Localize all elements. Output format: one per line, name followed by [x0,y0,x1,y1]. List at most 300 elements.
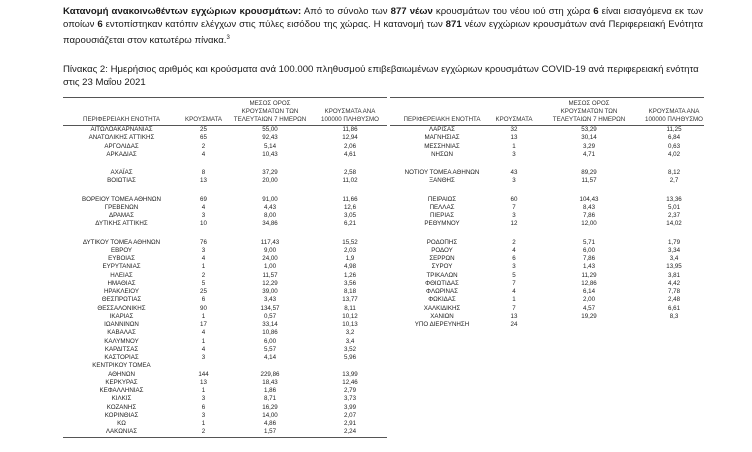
table-row [390,272,704,280]
table-row [63,151,387,159]
table-row [390,220,704,228]
cell-region: ΛΑΚΩΝΙΑΣ [105,428,138,436]
table-row [63,346,387,354]
cell-per100k: 3,4 [669,255,679,262]
cell-region: ΕΥΒΟΙΑΣ [108,255,135,262]
cell-region: ΜΑΓΝΗΣΙΑΣ [424,134,460,142]
cell-per100k: 3,4 [345,337,355,345]
cell-region: ΛΑΡΙΣΑΣ [429,126,455,133]
cell-region: ΣΕΡΡΩΝ [429,255,455,262]
cell-cases: 1 [201,420,206,427]
table-right [390,97,704,329]
cell-region: ΑΧΑΪΑΣ [110,169,133,176]
table-row [390,134,704,142]
table-row [390,204,704,212]
cell-avg: 11,57 [581,177,597,185]
cell-region: ΙΚΑΡΙΑΣ [109,312,134,320]
cell-avg: 14,00 [262,411,278,419]
cell-avg: 37,29 [262,169,278,176]
cell-avg: 0,57 [263,312,277,320]
table-row [390,212,704,220]
cell-per100k: 5,01 [667,203,681,211]
cell-cases: 1 [201,337,206,345]
cell-cases: 4 [201,329,206,337]
cell-region: ΚΕΦΑΛΛΗΝΙΑΣ [99,387,144,394]
table-spacer-row [63,229,387,239]
table-row [63,143,387,151]
cell-cases: 7 [512,203,516,211]
cell-cases: 3 [512,212,516,219]
cell-cases: 5 [201,279,206,287]
table-row [63,428,387,436]
cell-cases: 1 [201,387,206,394]
cell-avg: 11,57 [262,271,278,279]
cell-cases: 1 [201,263,206,271]
table-row [63,247,387,255]
table-row [63,321,387,329]
cell-avg: 10,43 [262,150,278,158]
cell-per100k: 1,9 [345,255,355,262]
cell-region: ΦΛΩΡΙΝΑΣ [426,288,458,295]
table-row [63,196,387,204]
cell-cases: 10 [200,220,207,228]
cell-avg: 91,00 [262,195,278,203]
cell-cases: 4 [201,345,206,353]
table-row [390,196,704,204]
table-spacer-row [390,159,704,169]
cell-cases: 65 [200,134,207,142]
table-row [390,313,704,321]
table-row [390,255,704,263]
cell-cases: 1 [201,312,206,320]
intro-text: Από το σύνολο των [301,6,391,17]
cell-cases: 4 [512,246,516,254]
cell-per100k: 2,7 [669,177,679,185]
table-row [63,220,387,228]
cell-per100k: 13,36 [666,195,682,203]
cell-region: ΣΥΡΟΥ [431,263,453,271]
intro-text: νέων εγχώριων κρουσμάτων ανά Περιφερειακή Ενότητα παρουσιάζεται στον κατωτέρω πίνακα. [63,19,703,46]
cell-region: ΙΩΑΝΝΙΝΩΝ [104,321,139,328]
cell-region: ΔΥΤΙΚΗΣ ΑΤΤΙΚΗΣ [95,220,148,228]
intro-bold: 6 [97,19,103,31]
cell-per100k: 3,99 [343,403,357,411]
header-per-line: ΚΡΟΥΣΜΑΤΑ ΑΝΑ [324,108,376,115]
cell-region: ΝΟΤΙΟΥ ΤΟΜΕΑ ΑΘΗΝΩΝ [404,169,480,176]
table-row [390,288,704,296]
cell-per100k: 12,46 [342,378,358,386]
cell-cases: 4 [512,288,516,295]
cell-region: ΔΡΑΜΑΣ [108,212,135,219]
cell-per100k: 1,26 [343,271,357,279]
table-row [63,313,387,321]
cell-cases: 25 [200,288,207,295]
cell-region: ΑΙΤΩΛΟΑΚΑΡΝΑΝΙΑΣ [90,126,153,133]
cell-avg: 1,00 [263,263,277,271]
table-row [63,354,387,362]
cell-cases: 1 [512,296,516,304]
table-row [63,212,387,220]
cell-avg: 12,29 [262,279,278,287]
cell-avg [534,321,644,329]
cell-avg: 5,71 [582,238,596,246]
cell-region: ΚΕΝΤΡΙΚΟΥ ΤΟΜΕΑ [92,362,151,370]
cell-per100k: 2,07 [343,411,357,419]
cell-cases: 144 [198,370,209,378]
cell-per100k: 11,25 [666,126,682,133]
cell-region: ΘΕΣΠΡΩΤΙΑΣ [101,296,142,304]
cell-per100k: 3,05 [343,212,357,219]
header-cases: ΚΡΟΥΣΜΑΤΑ [495,116,533,123]
cell-per100k: 4,02 [667,150,681,158]
cell-per100k: 3,2 [345,329,355,337]
footnote-marker[interactable]: 3 [226,34,230,41]
cell-cases: 4 [201,203,206,211]
cell-region: ΗΛΕΙΑΣ [110,271,133,279]
table-row [390,126,704,134]
cell-avg: 53,29 [581,126,597,133]
cell-avg: 1,57 [263,428,277,436]
cell-per100k [644,321,704,329]
cell-per100k: 12,94 [342,134,358,142]
cell-cases: 3 [201,411,206,419]
header-avg [227,100,313,125]
cell-region: ΦΩΚΙΔΑΣ [428,296,456,304]
intro-text: είναι εισαγόμενα εκ των οποίων [63,6,704,31]
table-row [390,247,704,255]
cell-per100k: 2,58 [343,169,357,176]
cell-region: ΚΟΖΑΝΗΣ [106,403,137,411]
cell-cases [180,362,227,370]
cell-avg: 12,00 [581,220,597,228]
cell-cases: 13 [510,134,518,142]
cell-region: ΒΟΡΕΙΟΥ ΤΟΜΕΑ ΑΘΗΝΩΝ [82,195,161,203]
table-row [63,239,387,247]
cell-per100k: 2,03 [343,246,357,254]
table-row [63,126,387,134]
cell-cases: 3 [201,395,206,403]
cell-region: ΧΑΛΚΙΔΙΚΗΣ [423,304,461,312]
cell-avg: 8,43 [582,203,596,211]
table-spacer-row [390,186,704,196]
cell-cases: 3 [201,212,206,219]
cell-per100k: 4,42 [667,279,681,287]
cell-avg: 5,57 [263,345,277,353]
cell-avg: 117,43 [260,238,280,246]
table-spacer-row [390,229,704,239]
cell-region: ΚΑΡΔΙΤΣΑΣ [104,345,139,353]
cell-per100k: 4,61 [343,150,357,158]
cell-region: ΑΡΓΟΛΙΔΑΣ [104,142,139,150]
table-row [63,362,387,370]
table-row [63,338,387,346]
cell-per100k: 1,79 [667,238,681,246]
table-row [390,263,704,271]
cell-avg: 55,00 [262,126,278,133]
cell-cases: 1 [512,142,516,150]
cell-avg: 9,00 [263,246,277,254]
table-row [390,296,704,304]
cell-per100k: 13,99 [342,370,358,378]
header-avg-line: ΜΕΣΟΣ ΟΡΟΣ [249,100,291,107]
header-region: ΠΕΡΙΦΕΡΕΙΑΚΗ ΕΝΟΤΗΤΑ [82,116,161,123]
table-row [390,169,704,177]
cell-per100k: 6,21 [343,220,357,228]
cell-per100k: 13,77 [342,296,358,304]
cell-avg: 4,14 [263,354,277,361]
cell-per100k: 11,86 [342,126,358,133]
cell-cases: 43 [510,169,518,176]
table-row [390,305,704,313]
cell-region: ΡΕΘΥΜΝΟΥ [424,220,460,228]
cell-region: ΦΘΙΩΤΙΔΑΣ [425,279,459,287]
cell-cases: 32 [510,126,518,133]
cell-avg: 2,00 [582,296,596,304]
cell-cases: 2 [201,271,206,279]
cell-cases: 17 [200,321,207,328]
table-row [390,321,704,329]
cell-avg: 11,29 [581,271,597,279]
cell-avg: 229,86 [260,370,280,378]
intro-bold: 871 [445,19,462,31]
table-row [63,255,387,263]
cell-region: ΠΕΛΛΑΣ [429,203,455,211]
cell-cases: 3 [201,354,206,361]
cell-cases: 7 [512,279,516,287]
cell-cases: 2 [201,142,206,150]
cell-cases: 90 [200,304,207,312]
cell-cases: 3 [512,150,516,158]
cell-region: ΔΥΤΙΚΟΥ ΤΟΜΕΑ ΑΘΗΝΩΝ [82,238,161,246]
header-per-line: ΚΡΟΥΣΜΑΤΑ ΑΝΑ [648,108,700,115]
table-header [63,98,387,126]
cell-per100k: 8,18 [343,288,357,295]
cell-per100k: 4,98 [343,263,357,271]
header-avg [534,100,644,125]
cell-avg: 20,00 [262,177,278,185]
cell-per100k: 3,34 [667,246,681,254]
cell-per100k: 3,56 [343,279,357,287]
intro-text: κρουσμάτων του νέου ιού στη χώρα [432,6,594,17]
cell-cases: 25 [200,126,207,133]
cell-avg: 6,14 [582,288,596,295]
cell-avg: 4,86 [263,420,277,427]
cell-region: ΥΠΟ ΔΙΕΡΕΥΝΗΣΗ [414,321,470,328]
cell-avg: 19,29 [581,312,597,320]
cell-cases: 13 [510,312,518,320]
table-row [390,239,704,247]
table-row [63,305,387,313]
cell-avg: 89,29 [581,169,597,176]
cell-per100k: 12,6 [343,203,357,211]
cell-avg: 4,43 [263,203,277,211]
cell-avg: 7,86 [582,255,596,262]
cell-region: ΚΑΛΥΜΝΟΥ [104,337,139,345]
cell-per100k: 8,11 [344,304,356,312]
cell-avg: 4,71 [582,150,596,158]
cell-region: ΚΟΡΙΝΘΙΑΣ [104,411,139,419]
cell-region: ΗΜΑΘΙΑΣ [107,279,136,287]
cell-per100k: 0,63 [667,142,681,150]
cell-per100k: 6,84 [667,134,681,142]
table-row [63,134,387,142]
cell-avg: 12,86 [581,279,597,287]
cell-cases: 8 [201,169,206,176]
cell-cases: 6 [201,296,206,304]
cell-cases: 13 [200,177,207,185]
cell-region: ΡΟΔΟΥ [431,246,453,254]
cell-region: ΧΑΝΙΩΝ [430,312,454,320]
cell-per100k: 10,12 [342,312,358,320]
table-row [390,151,704,159]
cell-cases: 2 [201,428,206,436]
cell-avg: 33,14 [262,321,278,328]
cell-per100k: 2,48 [667,296,681,304]
cell-region: ΚΩ [117,420,126,427]
cell-region: ΡΟΔΟΠΗΣ [426,238,458,246]
cell-cases: 2 [512,238,516,246]
cell-avg: 3,29 [582,142,596,150]
header-avg-line: ΤΕΛΕΥΤΑΙΩΝ 7 ΗΜΕΡΩΝ [233,116,307,123]
cell-avg: 1,86 [263,387,277,394]
table-row [390,177,704,185]
intro-bold: 6 [593,6,599,17]
cell-per100k: 2,91 [343,420,357,427]
cell-avg: 1,43 [582,263,596,271]
table-row [63,371,387,379]
cell-region: ΚΑΣΤΟΡΙΑΣ [104,354,139,361]
cell-region: ΞΑΝΘΗΣ [429,177,455,185]
cell-cases: 7 [512,304,516,312]
intro-bold: 877 νέων [390,6,433,17]
cell-cases: 4 [201,150,206,158]
cell-per100k: 2,37 [667,212,681,219]
table-row [63,412,387,420]
table-row [63,204,387,212]
cell-avg: 18,43 [262,378,278,386]
header-per-line: 100000 ΠΛΗΘΥΣΜΟ [321,116,379,123]
cell-avg: 8,00 [263,212,277,219]
cell-avg: 3,43 [263,296,277,304]
header-avg-line: ΚΡΟΥΣΜΑΤΩΝ ΤΩΝ [560,108,618,115]
cell-per100k: 11,66 [342,195,358,203]
cell-avg: 39,00 [262,288,278,295]
table-spacer-row [63,159,387,169]
cell-per100k: 11,02 [342,177,358,185]
cell-region: ΑΝΑΤΟΛΙΚΗΣ ΑΤΤΙΚΗΣ [88,134,155,142]
cell-region: ΑΘΗΝΩΝ [108,370,135,378]
cell-per100k: 7,78 [667,288,681,295]
cell-region: ΒΟΙΩΤΙΑΣ [107,177,136,185]
cell-region: ΝΗΣΩΝ [431,150,453,158]
cell-avg: 104,43 [579,195,599,203]
table-row [63,296,387,304]
cell-cases: 4 [201,255,206,262]
cell-avg: 24,00 [262,255,278,262]
cell-per100k: 2,24 [343,428,357,436]
cell-region: ΠΕΙΡΑΙΩΣ [427,195,457,203]
cell-region: ΜΕΣΣΗΝΙΑΣ [424,142,460,150]
cell-per100k: 6,61 [667,304,681,312]
cell-cases: 3 [201,246,206,254]
cell-region: ΚΕΡΚΥΡΑΣ [105,378,138,386]
cell-cases: 6 [512,255,516,262]
cell-per100k: 13,95 [666,263,682,271]
table-body [63,126,387,438]
cell-region: ΚΙΛΚΙΣ [111,395,132,403]
cell-cases: 12 [510,220,518,228]
cell-region: ΓΡΕΒΕΝΩΝ [104,203,139,211]
cell-region: ΗΡΑΚΛΕΙΟΥ [103,288,140,295]
cell-per100k: 8,3 [669,312,679,320]
cell-avg: 7,86 [582,212,596,219]
table-row [390,143,704,151]
table-row [63,288,387,296]
table-row [63,263,387,271]
table-row [63,395,387,403]
table-row [63,272,387,280]
cell-per100k: 3,52 [343,345,357,353]
cell-region: ΘΕΣΣΑΛΟΝΙΚΗΣ [97,304,146,312]
cell-avg: 4,57 [582,304,596,312]
cell-region: ΠΙΕΡΙΑΣ [429,212,455,219]
header-avg-line: ΜΕΣΟΣ ΟΡΟΣ [568,100,610,107]
cell-region: ΤΡΙΚΑΛΩΝ [426,271,458,279]
header-region: ΠΕΡΙΦΕΡΕΙΑΚΗ ΕΝΟΤΗΤΑ [403,116,481,123]
cell-avg: 5,14 [263,142,277,150]
cell-cases: 76 [200,238,207,246]
cell-per100k [313,362,387,370]
table-row [63,169,387,177]
cell-avg [227,362,313,370]
cell-region: ΕΒΡΟΥ [110,246,133,254]
header-avg-line: ΤΕΛΕΥΤΑΙΩΝ 7 ΗΜΕΡΩΝ [552,116,626,123]
table-row [63,177,387,185]
cell-per100k: 14,02 [666,220,682,228]
cell-per100k: 15,52 [342,238,358,246]
cell-avg: 8,71 [263,395,277,403]
cell-avg: 16,29 [262,403,278,411]
cell-per100k: 3,73 [343,395,357,403]
cell-per100k: 2,06 [343,142,357,150]
table-spacer-row [63,186,387,196]
cell-cases: 13 [200,378,207,386]
intro-paragraph [63,5,703,47]
cell-region: ΑΡΚΑΔΙΑΣ [106,150,137,158]
cell-per100k: 5,96 [343,354,357,361]
cell-region: ΕΥΡΥΤΑΝΙΑΣ [102,263,141,271]
header-avg-line: ΚΡΟΥΣΜΑΤΩΝ ΤΩΝ [241,108,299,115]
cell-cases: 3 [512,263,516,271]
cell-avg: 92,43 [262,134,278,142]
cell-avg: 10,86 [262,329,278,337]
cell-cases: 24 [510,321,518,328]
header-per100k [313,108,387,125]
table-row [63,329,387,337]
cell-avg: 34,86 [262,220,278,228]
table-body [390,126,704,329]
cell-per100k: 3,81 [667,271,681,279]
cell-per100k: 10,13 [342,321,358,328]
header-per100k [644,108,704,125]
table-row [63,404,387,412]
cell-cases: 60 [510,195,518,203]
cell-cases: 6 [201,403,206,411]
cell-avg: 6,00 [263,337,277,345]
table-caption: Πίνακας 2: Ημερήσιος αριθμός και κρούσματα ανά 100.000 πληθυσμού επιβεβαιωμένων εγχώριων κρουσμάτων COVID-19 ανά περιφερειακή ενότητα στις 23 Μαΐου 2021 [63,64,699,89]
intro-label: Κατανομή ανακοινωθέντων εγχώριων κρουσμάτων: [63,6,302,17]
header-per-line: 100000 ΠΛΗΘΥΣΜΟ [645,116,703,123]
